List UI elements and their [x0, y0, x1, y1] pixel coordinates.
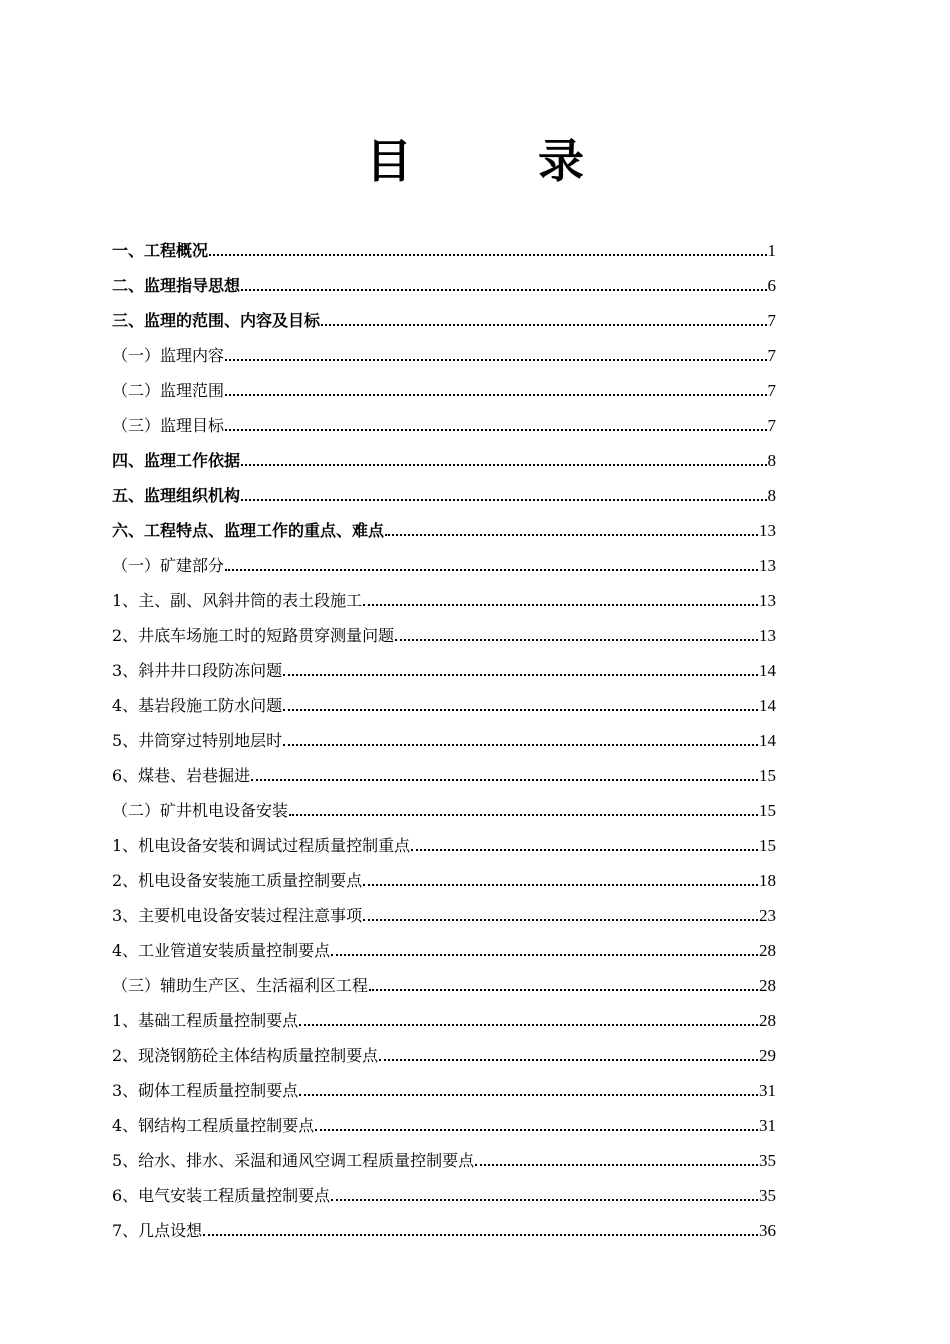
toc-entry-label: （三）监理目标 — [112, 416, 225, 435]
toc-dot-leader — [241, 289, 766, 291]
toc-entry[interactable] — [112, 898, 776, 933]
toc-entry[interactable] — [112, 968, 776, 1003]
toc-dot-leader — [321, 324, 766, 326]
toc-entry-label: 2、机电设备安装施工质量控制要点 — [112, 871, 363, 890]
toc-entry-page-number: 13 — [759, 626, 776, 645]
toc-dot-leader — [225, 394, 766, 396]
toc-dot-leader — [299, 1094, 758, 1096]
toc-entry-page-number: 8 — [767, 451, 776, 470]
toc-entry[interactable] — [112, 268, 776, 303]
toc-entry-page-number: 35 — [759, 1151, 776, 1170]
toc-dot-leader — [283, 709, 758, 711]
toc-entry[interactable] — [112, 933, 776, 968]
toc-dot-leader — [395, 639, 758, 641]
toc-entry-page-number: 13 — [759, 521, 776, 540]
toc-entry-label: 1、基础工程质量控制要点 — [112, 1011, 299, 1030]
toc-dot-leader — [331, 1199, 758, 1201]
toc-entry[interactable] — [112, 758, 776, 793]
toc-entry-page-number: 28 — [759, 976, 776, 995]
toc-dot-leader — [203, 1234, 758, 1236]
toc-entry-label: 3、主要机电设备安装过程注意事项 — [112, 906, 363, 925]
toc-dot-leader — [475, 1164, 758, 1166]
toc-entry-label: 4、钢结构工程质量控制要点 — [112, 1116, 315, 1135]
toc-entry-page-number: 14 — [759, 731, 776, 750]
toc-dot-leader — [315, 1129, 758, 1131]
toc-entry[interactable] — [112, 338, 776, 373]
toc-entry-page-number: 14 — [759, 661, 776, 680]
toc-dot-leader — [331, 954, 758, 956]
toc-entry[interactable] — [112, 723, 776, 758]
toc-entry-label: 6、电气安装工程质量控制要点 — [112, 1186, 331, 1205]
toc-entry-label: （一）监理内容 — [112, 346, 225, 365]
toc-entry-page-number: 18 — [759, 871, 776, 890]
toc-entry-label: （二）矿井机电设备安装 — [112, 801, 289, 820]
toc-entry-label: 3、斜井井口段防冻问题 — [112, 661, 283, 680]
toc-entry[interactable] — [112, 373, 776, 408]
toc-entry[interactable] — [112, 793, 776, 828]
toc-entry[interactable] — [112, 653, 776, 688]
toc-dot-leader — [385, 534, 758, 536]
toc-entry-label: （二）监理范围 — [112, 381, 225, 400]
table-of-contents — [112, 233, 776, 1248]
toc-dot-leader — [241, 464, 766, 466]
toc-entry-page-number: 7 — [767, 381, 776, 400]
toc-dot-leader — [411, 849, 758, 851]
toc-dot-leader — [225, 569, 758, 571]
toc-entry-label: 五、监理组织机构 — [112, 486, 241, 505]
toc-entry-page-number: 7 — [767, 311, 776, 330]
toc-entry-label: 4、基岩段施工防水问题 — [112, 696, 283, 715]
toc-entry-label: 二、监理指导思想 — [112, 276, 241, 295]
toc-entry-page-number: 15 — [759, 766, 776, 785]
toc-entry[interactable] — [112, 1003, 776, 1038]
toc-entry-label: 一、工程概况 — [112, 241, 209, 260]
toc-entry[interactable] — [112, 1073, 776, 1108]
toc-entry-page-number: 35 — [759, 1186, 776, 1205]
toc-dot-leader — [209, 254, 766, 256]
toc-dot-leader — [283, 744, 758, 746]
toc-entry-label: 5、井筒穿过特别地层时 — [112, 731, 283, 750]
toc-entry[interactable] — [112, 828, 776, 863]
toc-entry-page-number: 7 — [767, 346, 776, 365]
toc-dot-leader — [363, 604, 758, 606]
toc-entry-page-number: 13 — [759, 556, 776, 575]
toc-dot-leader — [241, 499, 766, 501]
toc-entry[interactable] — [112, 1143, 776, 1178]
toc-entry[interactable] — [112, 1038, 776, 1073]
toc-entry-label: 3、砌体工程质量控制要点 — [112, 1081, 299, 1100]
toc-entry-label: 四、监理工作依据 — [112, 451, 241, 470]
toc-entry-label: 2、井底车场施工时的短路贯穿测量问题 — [112, 626, 395, 645]
toc-entry[interactable] — [112, 618, 776, 653]
toc-entry[interactable] — [112, 688, 776, 723]
toc-entry-page-number: 31 — [759, 1081, 776, 1100]
toc-dot-leader — [363, 919, 758, 921]
toc-entry-label: 7、几点设想 — [112, 1221, 203, 1240]
toc-entry[interactable] — [112, 443, 776, 478]
toc-entry-label: 六、工程特点、监理工作的重点、难点 — [112, 521, 385, 540]
toc-entry[interactable] — [112, 408, 776, 443]
toc-entry[interactable] — [112, 1213, 776, 1248]
toc-entry-label: 6、煤巷、岩巷掘进 — [112, 766, 251, 785]
toc-dot-leader — [379, 1059, 758, 1061]
toc-dot-leader — [251, 779, 758, 781]
toc-entry-page-number: 7 — [767, 416, 776, 435]
toc-entry[interactable] — [112, 233, 776, 268]
toc-dot-leader — [289, 814, 758, 816]
toc-entry-label: 5、给水、排水、采温和通风空调工程质量控制要点 — [112, 1151, 475, 1170]
toc-entry-label: 1、主、副、风斜井筒的表土段施工 — [112, 591, 363, 610]
toc-entry[interactable] — [112, 863, 776, 898]
toc-dot-leader — [283, 674, 758, 676]
toc-entry-page-number: 14 — [759, 696, 776, 715]
toc-entry-page-number: 36 — [759, 1221, 776, 1240]
toc-dot-leader — [225, 359, 766, 361]
toc-entry-page-number: 28 — [759, 941, 776, 960]
toc-entry-label: 1、机电设备安装和调试过程质量控制重点 — [112, 836, 411, 855]
toc-entry-page-number: 23 — [759, 906, 776, 925]
toc-entry-page-number: 28 — [759, 1011, 776, 1030]
toc-entry-page-number: 13 — [759, 591, 776, 610]
toc-entry[interactable] — [112, 513, 776, 548]
page-title: 目 录 — [366, 134, 624, 188]
toc-dot-leader — [363, 884, 758, 886]
toc-dot-leader — [225, 429, 766, 431]
toc-entry-label: （三）辅助生产区、生活福利区工程 — [112, 976, 369, 995]
toc-entry[interactable] — [112, 478, 776, 513]
toc-entry-page-number: 29 — [759, 1046, 776, 1065]
toc-entry-label: 2、现浇钢筋砼主体结构质量控制要点 — [112, 1046, 379, 1065]
toc-entry[interactable] — [112, 1178, 776, 1213]
toc-entry[interactable] — [112, 303, 776, 338]
toc-entry[interactable] — [112, 583, 776, 618]
toc-entry-page-number: 8 — [767, 486, 776, 505]
toc-entry[interactable] — [112, 548, 776, 583]
toc-entry-page-number: 31 — [759, 1116, 776, 1135]
toc-entry-page-number: 15 — [759, 836, 776, 855]
toc-entry-page-number: 1 — [767, 241, 776, 260]
toc-entry-label: 三、监理的范围、内容及目标 — [112, 311, 321, 330]
toc-entry[interactable] — [112, 1108, 776, 1143]
toc-dot-leader — [299, 1024, 758, 1026]
toc-entry-page-number: 6 — [767, 276, 776, 295]
toc-entry-label: （一）矿建部分 — [112, 556, 225, 575]
toc-dot-leader — [369, 989, 758, 991]
toc-entry-page-number: 15 — [759, 801, 776, 820]
toc-entry-label: 4、工业管道安装质量控制要点 — [112, 941, 331, 960]
